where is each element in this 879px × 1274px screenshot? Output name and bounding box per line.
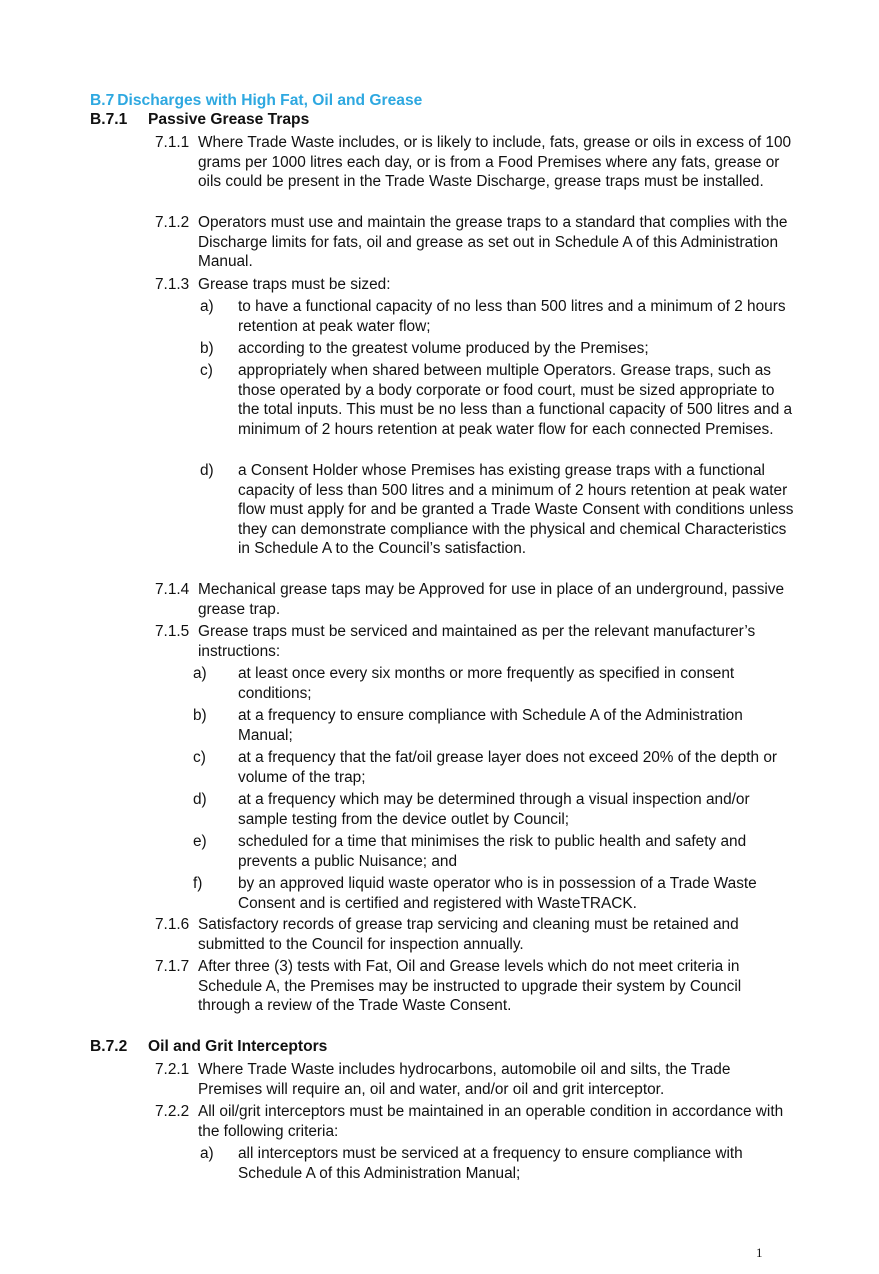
list-item-7-1-3-c [200,361,796,439]
section-number: B.7 [90,92,115,109]
list-item-7-1-5-c [193,748,789,787]
list-item-7-1-5-e [193,832,789,871]
list-text: a Consent Holder whose Premises has existing grease traps with a functional capacity of less than 500 litres and a minimum of 2 hours retention at peak water flow must apply for and be granted a Trade Waste Consent with conditions unless they can demonstrate compliance with the physical and chemical Characteristics in Schedule A to the Council’s satisfaction. [238,462,794,557]
clause-number: 7.1.6 [155,916,190,933]
subsection-title: Oil and Grit Interceptors [148,1038,328,1055]
clause-text: All oil/grit interceptors must be maintained in an operable condition in accordance with the following criteria: [198,1103,784,1140]
list-label: c) [200,362,213,379]
list-label: d) [200,462,214,479]
clause-text: Grease traps must be serviced and maintained as per the relevant manufacturer’s instructions: [198,623,756,660]
clause-number: 7.1.2 [155,214,190,231]
list-item-7-1-3-a [200,297,796,336]
clause-7-1-1 [155,133,795,192]
list-text: appropriately when shared between multiple Operators. Grease traps, such as those operated by a body corporate or food court, must be sized appropriate to the total inputs. This must be no less than a functional capacity of 500 litres and a minimum of 2 hours retention at peak water flow for each connected Premises. [238,362,793,438]
clause-number: 7.1.5 [155,623,190,640]
list-item-7-1-3-d [200,461,796,559]
clause-7-1-7 [155,957,795,1016]
clause-text: Where Trade Waste includes hydrocarbons, automobile oil and silts, the Trade Premises will require an, oil and water, and/or oil and grit interceptor. [198,1061,731,1098]
subsection-number: B.7.1 [90,111,128,128]
page-number: 1 [756,1245,763,1260]
list-item-7-1-3-b [200,339,796,359]
list-text: at a frequency that the fat/oil grease layer does not exceed 20% of the depth or volume of the trap; [238,749,778,786]
clause-number: 7.1.7 [155,958,190,975]
clause-text: After three (3) tests with Fat, Oil and Grease levels which do not meet criteria in Schedule A, the Premises may be instructed to upgrade their system by Council through a review of the Trade Waste Consent. [198,958,742,1014]
clause-7-1-2 [155,213,795,272]
list-item-7-2-2-a [200,1144,796,1183]
subsection-heading-oil-grit-interceptors [90,1037,327,1056]
subsection-number: B.7.2 [90,1038,128,1055]
clause-7-2-2 [155,1102,795,1141]
clause-number: 7.1.4 [155,581,190,598]
clause-number: 7.2.1 [155,1061,190,1078]
list-text: at least once every six months or more frequently as specified in consent conditions; [238,665,735,702]
list-text: by an approved liquid waste operator who is in possession of a Trade Waste Consent and is certified and registered with WasteTRACK. [238,875,757,912]
list-label: d) [193,791,207,808]
list-item-7-1-5-a [193,664,789,703]
list-text: scheduled for a time that minimises the risk to public health and safety and prevents a public Nuisance; and [238,833,747,870]
list-label: e) [193,833,207,850]
subsection-heading-passive-grease-traps [90,110,309,129]
clause-7-1-6 [155,915,795,954]
clause-number: 7.1.1 [155,134,190,151]
list-item-7-1-5-b [193,706,789,745]
list-item-7-1-5-f [193,874,789,913]
list-label: f) [193,875,203,892]
list-text: at a frequency to ensure compliance with Schedule A of the Administration Manual; [238,707,743,744]
clause-7-2-1 [155,1060,795,1099]
list-label: b) [200,340,214,357]
list-text: all interceptors must be serviced at a frequency to ensure compliance with Schedule A of this Administration Manual; [238,1145,743,1182]
clause-text: Where Trade Waste includes, or is likely to include, fats, grease or oils in excess of 100 grams per 1000 litres each day, or is from a Food Premises where any fats, grease or oils could be present in the Trade Waste Discharge, grease traps must be installed. [198,134,792,190]
list-item-7-1-5-d [193,790,789,829]
list-text: to have a functional capacity of no less than 500 litres and a minimum of 2 hours retention at peak water flow; [238,298,786,335]
list-label: a) [193,665,207,682]
clause-number: 7.1.3 [155,276,190,293]
clause-text: Mechanical grease taps may be Approved for use in place of an underground, passive grease trap. [198,581,785,618]
clause-7-1-4 [155,580,795,619]
subsection-title: Passive Grease Traps [148,111,310,128]
list-label: b) [193,707,207,724]
clause-text: Grease traps must be sized: [198,276,391,293]
clause-7-1-5 [155,622,795,661]
section-heading [90,91,422,110]
section-title: Discharges with High Fat, Oil and Grease [117,92,423,109]
list-text: at a frequency which may be determined through a visual inspection and/or sample testing from the device outlet by Council; [238,791,750,828]
clause-7-1-3 [155,275,795,295]
list-label: a) [200,1145,214,1162]
list-label: c) [193,749,206,766]
clause-text: Satisfactory records of grease trap servicing and cleaning must be retained and submitted to the Council for inspection annually. [198,916,739,953]
clause-number: 7.2.2 [155,1103,190,1120]
list-label: a) [200,298,214,315]
list-text: according to the greatest volume produced by the Premises; [238,340,649,357]
clause-text: Operators must use and maintain the grease traps to a standard that complies with the Discharge limits for fats, oil and grease as set out in Schedule A of this Administration Manual. [198,214,788,270]
